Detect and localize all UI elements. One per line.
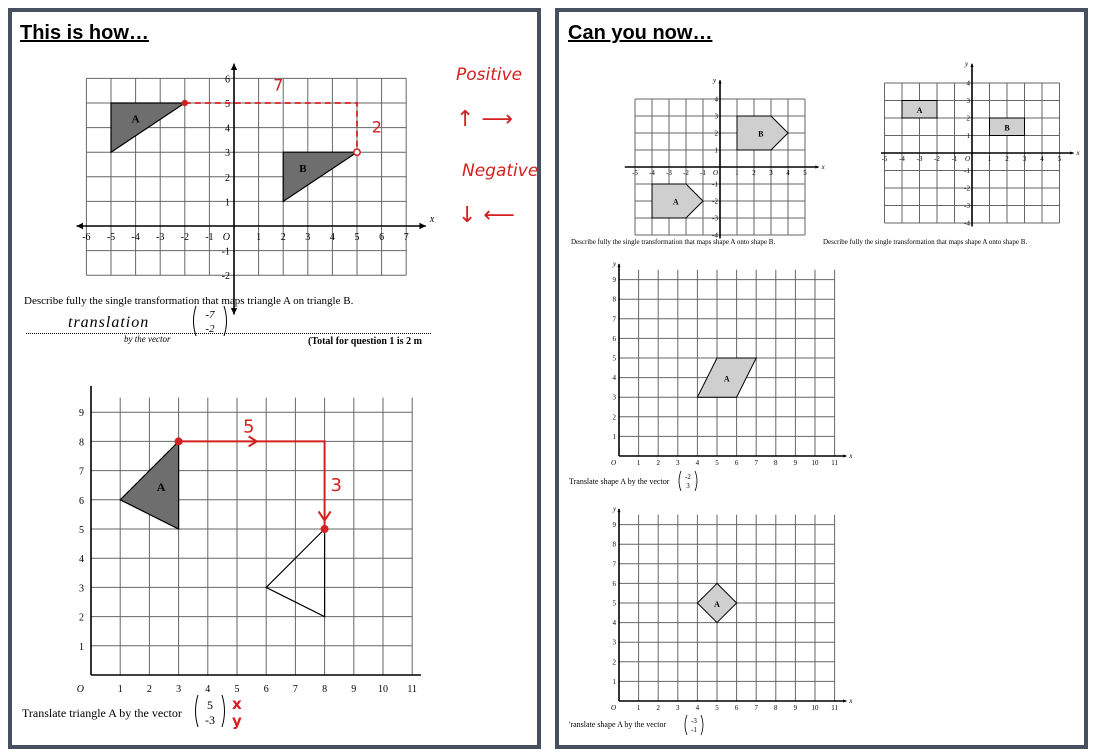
x-tick-label: 4 <box>1040 155 1044 163</box>
y-axis-label: y <box>965 59 969 68</box>
origin-label: O <box>964 155 970 163</box>
q1-vector-top: -7 <box>205 309 215 321</box>
x-tick-label: 2 <box>656 704 660 712</box>
x-tick-label: -1 <box>205 232 214 243</box>
y-tick-label: 3 <box>714 112 718 121</box>
x-tick-label: -3 <box>666 169 672 177</box>
x-tick-label: 5 <box>803 169 807 177</box>
end-point <box>321 525 329 533</box>
g1-graph <box>604 67 844 240</box>
x-tick-label: 1 <box>735 169 739 177</box>
x-tick-label: -5 <box>632 169 638 177</box>
y-tick-label: 2 <box>612 413 616 422</box>
g1-question: Describe fully the single transformation that maps shape A onto shape B. <box>571 238 776 246</box>
origin-label: O <box>712 169 718 177</box>
x-tick-label: -5 <box>106 232 116 243</box>
y-tick-label: 6 <box>225 74 230 86</box>
x-tick-label: 2 <box>146 684 152 695</box>
origin-label: O <box>76 684 84 695</box>
x-tick-label: 7 <box>754 704 758 712</box>
origin-label: O <box>610 459 616 467</box>
y-axis-arrow <box>970 64 973 67</box>
negative-label: Negative <box>462 161 539 181</box>
x-axis-label: x <box>821 163 825 171</box>
end-point <box>354 149 360 155</box>
y-tick-label: 4 <box>966 79 970 88</box>
x-tick-label: -4 <box>899 155 905 163</box>
y-tick-label: -2 <box>221 271 230 283</box>
x-tick-label: -6 <box>82 232 91 243</box>
y-tick-label: 6 <box>79 495 84 507</box>
y-tick-label: -4 <box>964 219 970 228</box>
y-tick-label: 1 <box>612 677 616 686</box>
y-tick-label: -1 <box>712 180 718 189</box>
q1-marks: (Total for question 1 is 2 m <box>308 336 422 347</box>
y-tick-label: -2 <box>964 184 970 193</box>
origin-label: O <box>222 232 230 243</box>
shape-a-label: A <box>672 197 679 207</box>
y-tick-label: 1 <box>79 641 84 653</box>
shape-a-label: A <box>916 105 923 115</box>
x-axis-arrow <box>1070 151 1073 154</box>
y-tick-label: 5 <box>225 99 230 110</box>
q2-question: Translate triangle A by the vector <box>22 706 182 720</box>
x-axis-label: x <box>429 214 435 225</box>
x-tick-label: 7 <box>292 684 298 695</box>
y-tick-label: 4 <box>79 554 84 566</box>
y-tick-label: 9 <box>612 276 616 285</box>
annotation-5: 5 <box>242 416 255 438</box>
y-tick-label: 7 <box>612 315 616 324</box>
g3-graph <box>594 257 854 472</box>
x-tick-label: -5 <box>881 155 888 163</box>
x-tick-label: -3 <box>156 232 165 243</box>
y-axis-arrow-down <box>231 308 237 314</box>
shape-b-label: B <box>758 129 764 139</box>
y-tick-label: 5 <box>79 525 84 536</box>
x-tick-label: 7 <box>754 459 758 467</box>
x-tick-label: 10 <box>811 459 819 467</box>
g3-question: Translate shape A by the vector <box>569 477 670 486</box>
q1-question: Describe fully the single transformation that maps triangle A on triangle B. <box>24 295 354 307</box>
x-tick-label: 1 <box>636 704 641 712</box>
x-axis-arrow <box>419 223 425 229</box>
right-heading: Can you now… <box>568 22 713 44</box>
origin-label: O <box>610 704 616 712</box>
left-heading: This is how… <box>20 22 149 44</box>
y-axis-label: y <box>613 259 617 268</box>
q1-answer: translation <box>68 314 150 331</box>
x-tick-label: 8 <box>774 704 778 712</box>
y-tick-label: 3 <box>79 583 84 595</box>
y-tick-label: 5 <box>612 354 616 363</box>
g2-question: Describe fully the single transformation that maps shape A onto shape B. <box>823 238 1028 246</box>
x-tick-label: -1 <box>700 169 706 177</box>
y-tick-label: 1 <box>612 432 616 441</box>
x-tick-label: 8 <box>322 684 328 695</box>
x-tick-label: 3 <box>1022 155 1027 163</box>
y-axis-arrow <box>231 64 237 70</box>
x-tick-label: 2 <box>280 232 286 243</box>
x-tick-label: 2 <box>1005 155 1009 163</box>
g4-vector-top: -3 <box>691 717 697 725</box>
shape-b-label: B <box>1004 123 1010 133</box>
y-tick-label: 2 <box>225 172 230 184</box>
x-tick-label: 8 <box>774 459 778 467</box>
y-tick-label: 1 <box>225 197 230 209</box>
x-tick-label: 7 <box>403 232 409 243</box>
x-axis-label: x <box>1076 149 1080 157</box>
y-tick-label: 6 <box>612 579 616 588</box>
x-tick-label: -3 <box>916 155 923 163</box>
q2-vector-top: 5 <box>207 698 213 712</box>
x-tick-label: 6 <box>263 684 269 695</box>
y-tick-label: 1 <box>966 132 970 140</box>
x-tick-label: 2 <box>656 459 660 467</box>
positive-label: Positive <box>456 65 523 85</box>
x-tick-label: 5 <box>354 232 360 243</box>
y-tick-label: 9 <box>79 408 84 420</box>
g4-question: 'ranslate shape A by the vector <box>569 720 667 729</box>
q1-vector <box>190 304 230 338</box>
y-tick-label: 4 <box>612 619 616 628</box>
y-axis-arrow <box>617 509 620 512</box>
annotation-7: 7 <box>273 75 284 95</box>
x-tick-label: 3 <box>305 232 311 243</box>
q1-answer-suffix: by the vector <box>124 334 171 344</box>
y-tick-label: -1 <box>964 167 970 175</box>
y-axis-arrow <box>718 80 721 83</box>
g4-vector-bottom: -1 <box>691 726 697 734</box>
x-tick-label: 3 <box>676 459 680 467</box>
g3-vector-top: -2 <box>685 473 691 481</box>
y-tick-label: 9 <box>612 521 616 530</box>
x-tick-label: 6 <box>734 459 739 467</box>
y-tick-label: 4 <box>714 95 718 104</box>
x-tick-label: 5 <box>1057 155 1062 163</box>
x-tick-label: 3 <box>176 684 182 695</box>
x-tick-label: 6 <box>734 704 739 712</box>
y-tick-label: 7 <box>612 560 616 569</box>
x-tick-label: 4 <box>205 684 211 695</box>
q2-vector-bottom: -3 <box>205 713 215 727</box>
y-tick-label: 2 <box>966 114 970 123</box>
x-axis-label: x <box>849 697 853 705</box>
y-tick-label: 3 <box>966 97 970 105</box>
x-tick-label: 4 <box>786 169 790 177</box>
q2-vector <box>192 692 254 730</box>
translation-path <box>179 441 325 529</box>
y-tick-label: 5 <box>612 599 616 608</box>
x-tick-label: 9 <box>793 704 798 712</box>
x-tick-label: 5 <box>715 704 719 712</box>
x-tick-label: 11 <box>831 704 838 712</box>
x-tick-label: 6 <box>379 232 385 243</box>
y-tick-label: 4 <box>225 123 230 135</box>
right-panel <box>555 8 1088 749</box>
x-tick-label: -2 <box>180 232 189 243</box>
y-tick-label: 2 <box>612 658 616 667</box>
q1-vector-bottom: -2 <box>205 323 215 335</box>
x-tick-label: -4 <box>649 169 655 177</box>
y-tick-label: 8 <box>612 540 616 549</box>
y-tick-label: 6 <box>612 334 616 343</box>
x-tick-label: 1 <box>256 232 262 243</box>
x-tick-label: 2 <box>752 169 756 177</box>
g4-graph <box>594 502 854 717</box>
y-tick-label: -3 <box>964 202 970 210</box>
g3-vector <box>677 470 699 492</box>
triangle-a-label: A <box>131 113 140 126</box>
triangle-a-label: A <box>156 480 166 495</box>
x-tick-label: 9 <box>351 684 357 695</box>
x-axis-arrow <box>843 454 846 457</box>
negative-arrows: ↓ ⟵ <box>458 203 515 228</box>
x-tick-label: 1 <box>117 684 123 695</box>
g4-vector <box>683 714 705 736</box>
y-axis-arrow <box>617 264 620 267</box>
x-tick-label: 5 <box>715 459 719 467</box>
x-tick-label: 5 <box>234 684 240 695</box>
q2-vector-note-y: y <box>232 712 242 730</box>
start-point <box>175 437 183 445</box>
annotation-2: 2 <box>371 117 382 137</box>
triangle-b-label: B <box>299 162 307 175</box>
y-axis-label: y <box>613 504 617 513</box>
g3-vector-bottom: 3 <box>686 482 690 490</box>
y-tick-label: -4 <box>712 231 718 240</box>
x-tick-label: 4 <box>695 459 700 467</box>
x-tick-label: -4 <box>131 232 140 243</box>
y-tick-label: 4 <box>612 374 616 383</box>
sign-notes <box>448 58 568 228</box>
y-tick-label: 2 <box>79 612 84 624</box>
x-tick-label: 1 <box>987 155 992 163</box>
x-tick-label: 9 <box>793 459 798 467</box>
x-tick-label: -2 <box>683 169 689 177</box>
y-axis-label: y <box>713 76 717 85</box>
y-tick-label: 7 <box>79 466 84 478</box>
y-tick-label: 3 <box>612 638 616 647</box>
y-tick-label: 2 <box>714 129 718 138</box>
y-tick-label: 1 <box>714 146 718 155</box>
x-tick-label: 11 <box>407 684 418 695</box>
x-tick-label: -2 <box>934 155 940 163</box>
x-tick-label: -1 <box>951 155 958 163</box>
y-tick-label: 8 <box>612 295 616 304</box>
x-axis-arrow <box>843 699 846 702</box>
x-tick-label: 4 <box>695 704 700 712</box>
x-tick-label: 1 <box>636 459 641 467</box>
q2-graph <box>12 384 432 704</box>
shape-a-label: A <box>714 599 720 609</box>
annotation-3: 3 <box>330 475 342 497</box>
y-tick-label: -3 <box>712 214 718 223</box>
x-tick-label: 4 <box>329 232 335 243</box>
x-tick-label: 3 <box>769 169 773 177</box>
q2-vector-note-x: x <box>232 695 242 713</box>
x-tick-label: 3 <box>676 704 680 712</box>
x-axis-arrow <box>815 165 818 168</box>
g2-graph <box>859 57 1079 227</box>
x-axis-arrow-left <box>77 223 83 229</box>
x-tick-label: 10 <box>378 684 388 695</box>
y-tick-label: -1 <box>221 246 230 258</box>
x-tick-label: 10 <box>811 704 819 712</box>
positive-arrows: ↑ ⟶ <box>456 107 513 132</box>
x-axis-label: x <box>849 452 853 460</box>
shape-a-label: A <box>723 374 730 384</box>
left-panel <box>8 8 541 749</box>
y-tick-label: 3 <box>225 148 230 160</box>
y-tick-label: -2 <box>712 197 718 206</box>
start-point <box>182 100 188 106</box>
y-tick-label: 3 <box>612 393 616 402</box>
x-tick-label: 11 <box>831 459 838 467</box>
y-tick-label: 8 <box>79 437 84 449</box>
